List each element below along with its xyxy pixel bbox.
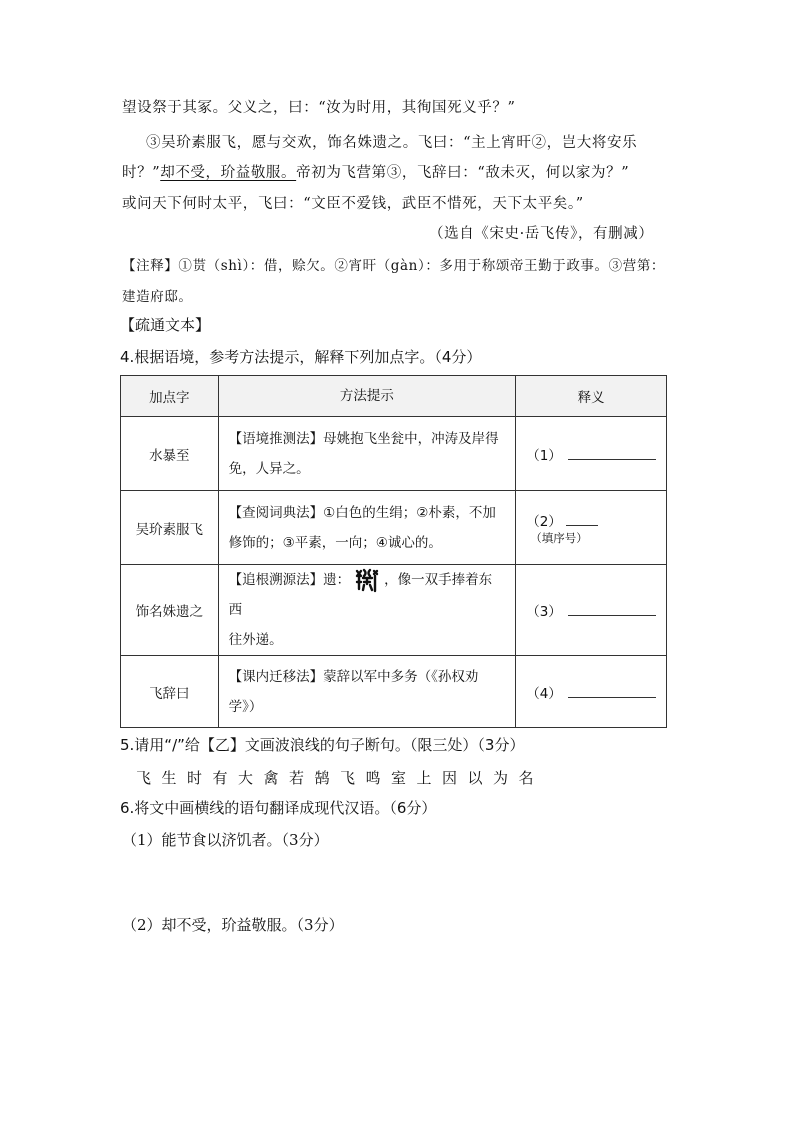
punctuation-sentence[interactable]: 飞生时有大禽若鹄飞鸣室上因以为名 (136, 769, 545, 787)
table-cell-answer (516, 491, 667, 565)
passage-line-3-end: 帝初为飞营第③，飞辞曰：“敌未灭，何以家为？” (296, 165, 630, 181)
table-cell-word: 飞辞曰 (121, 656, 219, 728)
table-row (121, 656, 667, 728)
passage-line-3 (122, 161, 629, 182)
table-cell-word: 饰名姝遗之 (121, 565, 219, 656)
table-cell-word: 吴玠素服飞 (121, 491, 219, 565)
passage-line-2: ③吴玠素服飞，愿与交欢，饰名姝遗之。飞曰：“主上宵旰②，岂大将安乐 (146, 135, 638, 151)
table-cell-hint (218, 491, 516, 565)
table-cell-answer (516, 656, 667, 728)
table-header-row (121, 376, 667, 417)
hint-text: 【追根溯源法】遗： (228, 572, 351, 588)
hint-line: 【课内迁移法】蒙辞以军中多务（《孙权劝 (228, 668, 479, 685)
hint-line: 学》） (228, 698, 263, 715)
annotation-line-2: 建造府邸。 (122, 289, 193, 305)
hint-line: 免，人异之。 (228, 460, 310, 477)
table-cell-hint (218, 565, 516, 656)
table-row (121, 491, 667, 565)
table-cell-answer (516, 565, 667, 656)
question-6-sub-2: （2）却不受，玠益敬服。（3分） (122, 916, 344, 934)
header-word: 加点字 (121, 376, 219, 417)
answer-note: （填序号） (530, 530, 588, 545)
hint-line (229, 565, 506, 625)
table-row (121, 417, 667, 491)
hint-line: 【语境推测法】母姚抱飞坐瓮中，冲涛及岸得 (228, 430, 499, 447)
answer-blank-1[interactable] (568, 447, 656, 460)
passage-source: （选自《宋史·岳飞传》，有删减） (429, 226, 654, 242)
answer-number: （3） (526, 604, 562, 620)
table-cell-hint (218, 656, 516, 728)
answer-number: （2） (526, 513, 562, 530)
question-5-prompt: 5.请用“/”给【乙】文画波浪线的句子断句。（限三处）（3分） (120, 736, 525, 754)
table-cell-word: 水暴至 (121, 417, 219, 491)
seal-script-glyph-icon (354, 567, 380, 593)
answer-blank-3[interactable] (568, 603, 656, 616)
hint-line: 【查阅词典法】①白色的生绢；②朴素，不加 (228, 504, 496, 521)
hint-text: ，像一双手捧着东西 (228, 572, 493, 618)
table-cell-hint (218, 417, 516, 491)
hint-line: 修饰的；③平素，一向；④诚心的。 (228, 534, 442, 551)
answer-number: （4） (526, 685, 562, 702)
underlined-sentence: 却不受，玠益敬服。 (160, 165, 297, 181)
answer-blank-2[interactable] (566, 513, 598, 526)
passage-line-3-start: 时？” (122, 165, 161, 181)
answer-blank-4[interactable] (568, 685, 656, 698)
hint-line: 往外递。 (228, 632, 283, 648)
table-row (121, 565, 667, 656)
header-method: 方法提示 (218, 376, 516, 417)
passage-line-1: 望设祭于其冢。父义之，曰：“汝为时用，其徇国死义乎？” (122, 100, 516, 116)
header-meaning: 释义 (516, 376, 667, 417)
question-6-sub-1: （1）能节食以济饥者。（3分） (122, 831, 329, 849)
question-4-prompt: 4.根据语境，参考方法提示，解释下列加点字。（4分） (120, 348, 482, 366)
section-title: 【疏通文本】 (120, 316, 211, 334)
table-cell-answer (516, 417, 667, 491)
annotation-line-1: 【注释】①贳（shì）：借，赊欠。②宵旰（gàn）：多用于称颂帝王勤于政事。③营第： (122, 258, 666, 274)
question-6-prompt: 6.将文中画横线的语句翻译成现代汉语。（6分） (120, 799, 437, 817)
method-table (120, 375, 667, 728)
answer-number: （1） (526, 447, 562, 464)
passage-line-4: 或问天下何时太平，飞曰：“文臣不爱钱，武臣不惜死，天下太平矣。” (122, 196, 584, 212)
